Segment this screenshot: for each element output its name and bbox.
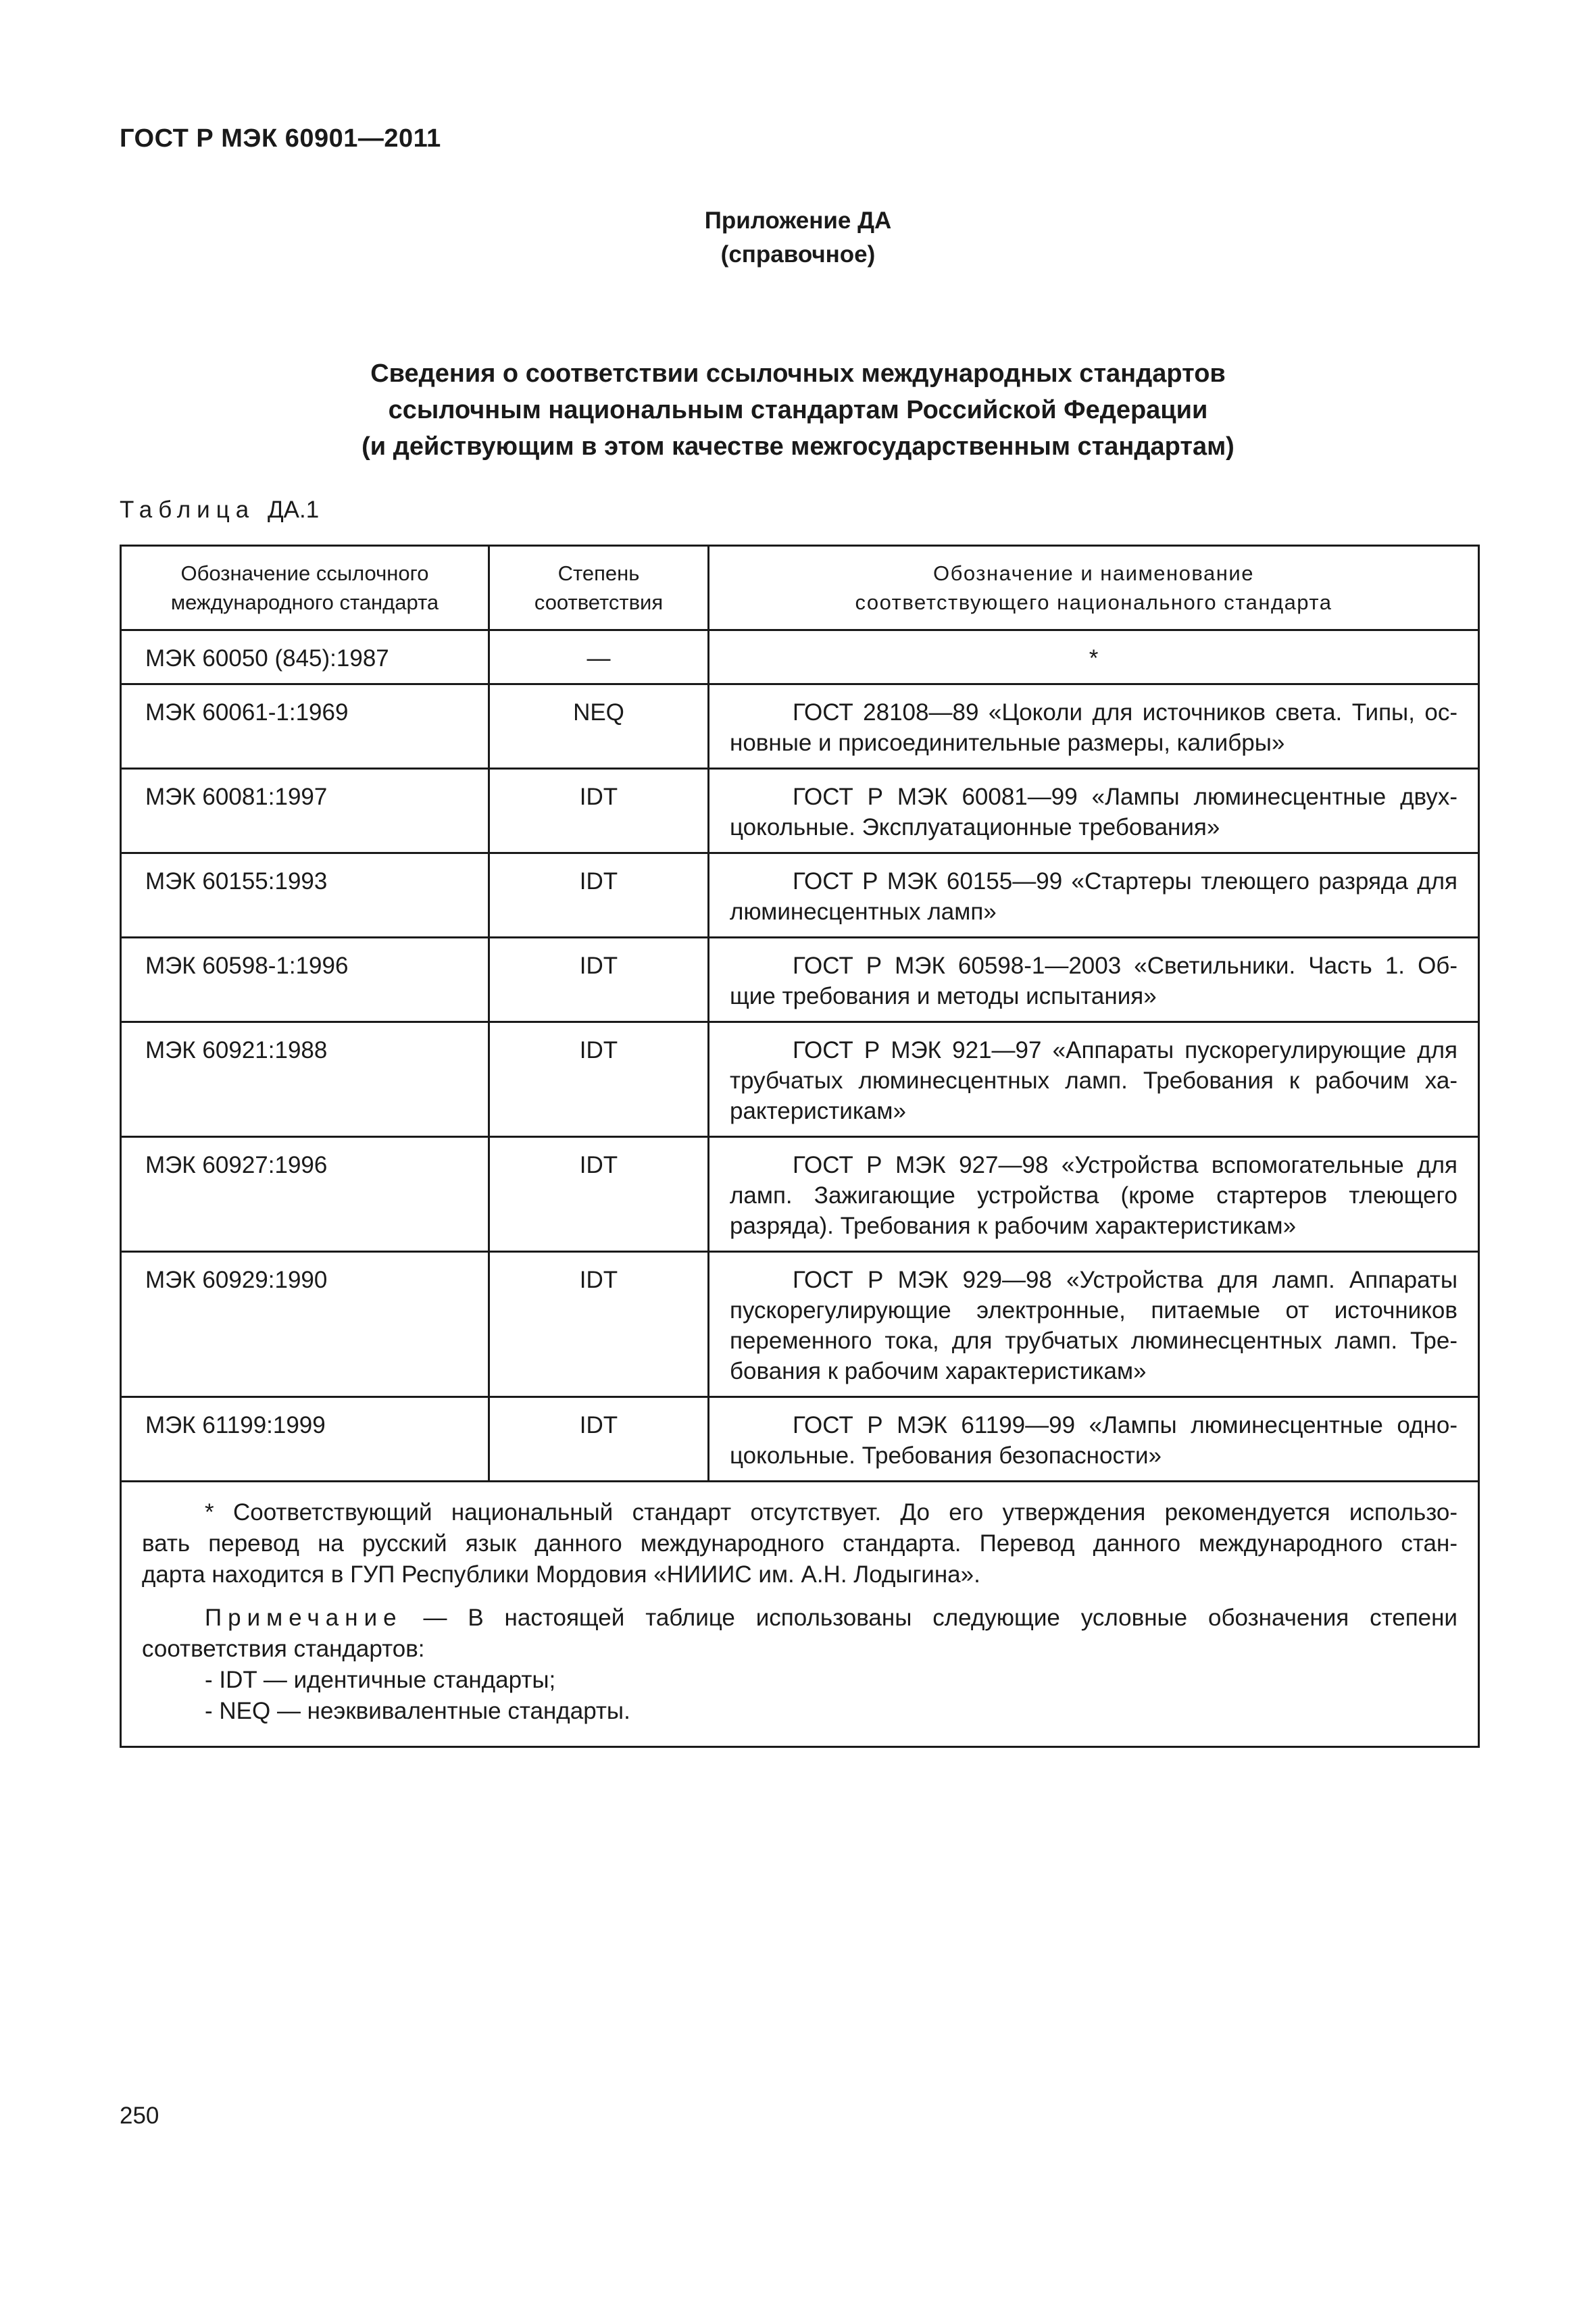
- degree-cell: IDT: [489, 938, 709, 1022]
- national-standard-line: ГОСТ Р МЭК 929—98 «Устройства для ламп. Аппараты: [793, 1267, 1457, 1293]
- national-standard-line: ламп. Зажигающие устройства (кроме стартеров тлеющего: [730, 1182, 1457, 1209]
- table-footnote-row: [121, 1482, 1479, 1747]
- table-row: [121, 1397, 1479, 1482]
- national-standard-line: пускорегулирующие электронные, питаемые от источников: [730, 1297, 1457, 1324]
- national-standard-line: ГОСТ Р МЭК 921—97 «Аппараты пускорегулирующие для: [793, 1037, 1457, 1063]
- footnote-paragraph: [142, 1497, 1457, 1590]
- degree-cell: IDT: [489, 1397, 709, 1482]
- national-standard-line: ГОСТ Р МЭК 927—98 «Устройства вспомогательные для: [793, 1152, 1457, 1178]
- reference-standard-cell: МЭК 60598-1:1996: [121, 938, 489, 1022]
- national-standard-line: ГОСТ Р МЭК 60081—99 «Лампы люминесцентные двух-: [793, 784, 1457, 810]
- degree-cell: NEQ: [489, 684, 709, 769]
- section-title-line: Сведения о соответствии ссылочных международных стандартов: [370, 359, 1226, 388]
- document-id: ГОСТ Р МЭК 60901—2011: [120, 124, 441, 153]
- appendix-heading: [0, 204, 1596, 272]
- header-cell-reference: [121, 546, 489, 630]
- table-caption-number: ДА.1: [267, 497, 320, 523]
- table-row: [121, 938, 1479, 1022]
- section-title-line: (и действующим в этом качестве межгосударственным стандартам): [361, 432, 1235, 461]
- table-row: [121, 1252, 1479, 1397]
- table-row: [121, 853, 1479, 938]
- note-item: - IDT — идентичные стандарты;: [205, 1667, 556, 1693]
- national-standard-line: люминесцентных ламп»: [730, 899, 997, 925]
- header-cell-national: [709, 546, 1479, 630]
- page-number: 250: [120, 2103, 159, 2129]
- national-standard-cell: [709, 853, 1479, 938]
- reference-standard-cell: МЭК 60927:1996: [121, 1137, 489, 1252]
- section-title: [0, 355, 1596, 465]
- header-cell-degree: [489, 546, 709, 630]
- national-standard-line: ГОСТ Р МЭК 60598-1—2003 «Светильники. Часть 1. Об-: [793, 953, 1457, 979]
- table-row: [121, 1022, 1479, 1137]
- national-standard-line: рактеристикам»: [730, 1098, 906, 1124]
- note-text: — В настоящей таблице использованы следующие условные обозначения степени: [402, 1605, 1457, 1631]
- footnote-line: * Соответствующий национальный стандарт отсутствует. До его утверждения рекомендуется использо-: [205, 1499, 1457, 1526]
- table-caption: [120, 497, 319, 524]
- national-standard-line: трубчатых люминесцентных ламп. Требования к рабочим ха-: [730, 1067, 1457, 1094]
- national-standard-line: переменного тока, для трубчатых люминесцентных ламп. Тре-: [730, 1328, 1457, 1354]
- appendix-title: Приложение ДА: [704, 207, 892, 234]
- national-standard-line: новные и присоединительные размеры, калибры»: [730, 730, 1285, 756]
- national-standard-line: бования к рабочим характеристикам»: [730, 1358, 1147, 1384]
- header-text: Обозначение и наименование: [933, 561, 1254, 585]
- national-standard-line: ГОСТ Р МЭК 60155—99 «Стартеры тлеющего разряда для: [793, 868, 1457, 895]
- header-text: международного стандарта: [170, 590, 439, 614]
- national-standard-cell: [709, 1022, 1479, 1137]
- reference-standard-cell: МЭК 60921:1988: [121, 1022, 489, 1137]
- note-line: [142, 1603, 1457, 1634]
- header-text: Обозначение ссылочного: [180, 561, 429, 585]
- national-standard-line: разряда). Требования к рабочим характеристикам»: [730, 1213, 1297, 1239]
- degree-cell: IDT: [489, 769, 709, 853]
- table-footnote-cell: [121, 1482, 1479, 1747]
- table-row: [121, 1137, 1479, 1252]
- table-row: [121, 769, 1479, 853]
- degree-cell: IDT: [489, 1022, 709, 1137]
- national-standard-cell: [709, 630, 1479, 684]
- table-row: [121, 684, 1479, 769]
- national-standard-cell: [709, 1137, 1479, 1252]
- national-standard-cell: [709, 1397, 1479, 1482]
- header-text: соответствия: [534, 590, 664, 614]
- note-paragraph: [142, 1603, 1457, 1727]
- national-standard-line: цокольные. Эксплуатационные требования»: [730, 814, 1220, 840]
- correspondence-table: [120, 545, 1480, 1748]
- national-standard-line: ГОСТ 28108—89 «Цоколи для источников света. Типы, ос-: [793, 699, 1457, 726]
- footnote-line: вать перевод на русский язык данного международного стандарта. Перевод данного международного стан-: [142, 1530, 1457, 1557]
- national-standard-line: ГОСТ Р МЭК 61199—99 «Лампы люминесцентные одно-: [793, 1412, 1457, 1438]
- reference-standard-cell: МЭК 60081:1997: [121, 769, 489, 853]
- degree-cell: IDT: [489, 1137, 709, 1252]
- national-standard-line: *: [1089, 645, 1099, 672]
- table-caption-word: Таблица: [120, 497, 255, 523]
- reference-standard-cell: МЭК 60929:1990: [121, 1252, 489, 1397]
- footnote-line: дарта находится в ГУП Республики Мордовия «НИИИС им. А.Н. Лодыгина».: [142, 1561, 980, 1588]
- header-text: Степень: [557, 561, 640, 585]
- national-standard-line: цокольные. Требования безопасности»: [730, 1442, 1162, 1469]
- note-word: Примечание: [205, 1605, 403, 1631]
- section-title-line: ссылочным национальным стандартам Российской Федерации: [388, 396, 1208, 424]
- degree-cell: —: [489, 630, 709, 684]
- note-item: - NEQ — неэквивалентные стандарты.: [205, 1698, 630, 1724]
- table-header-row: [121, 546, 1479, 630]
- national-standard-cell: [709, 938, 1479, 1022]
- reference-standard-cell: МЭК 60155:1993: [121, 853, 489, 938]
- national-standard-cell: [709, 769, 1479, 853]
- national-standard-cell: [709, 1252, 1479, 1397]
- table-row: [121, 630, 1479, 684]
- reference-standard-cell: МЭК 61199:1999: [121, 1397, 489, 1482]
- header-text: соответствующего национального стандарта: [855, 590, 1332, 614]
- national-standard-cell: [709, 684, 1479, 769]
- national-standard-line: щие требования и методы испытания»: [730, 983, 1157, 1009]
- degree-cell: IDT: [489, 1252, 709, 1397]
- note-line: соответствия стандартов:: [142, 1636, 425, 1662]
- appendix-subtitle: (справочное): [720, 241, 876, 268]
- degree-cell: IDT: [489, 853, 709, 938]
- reference-standard-cell: МЭК 60061-1:1969: [121, 684, 489, 769]
- reference-standard-cell: МЭК 60050 (845):1987: [121, 630, 489, 684]
